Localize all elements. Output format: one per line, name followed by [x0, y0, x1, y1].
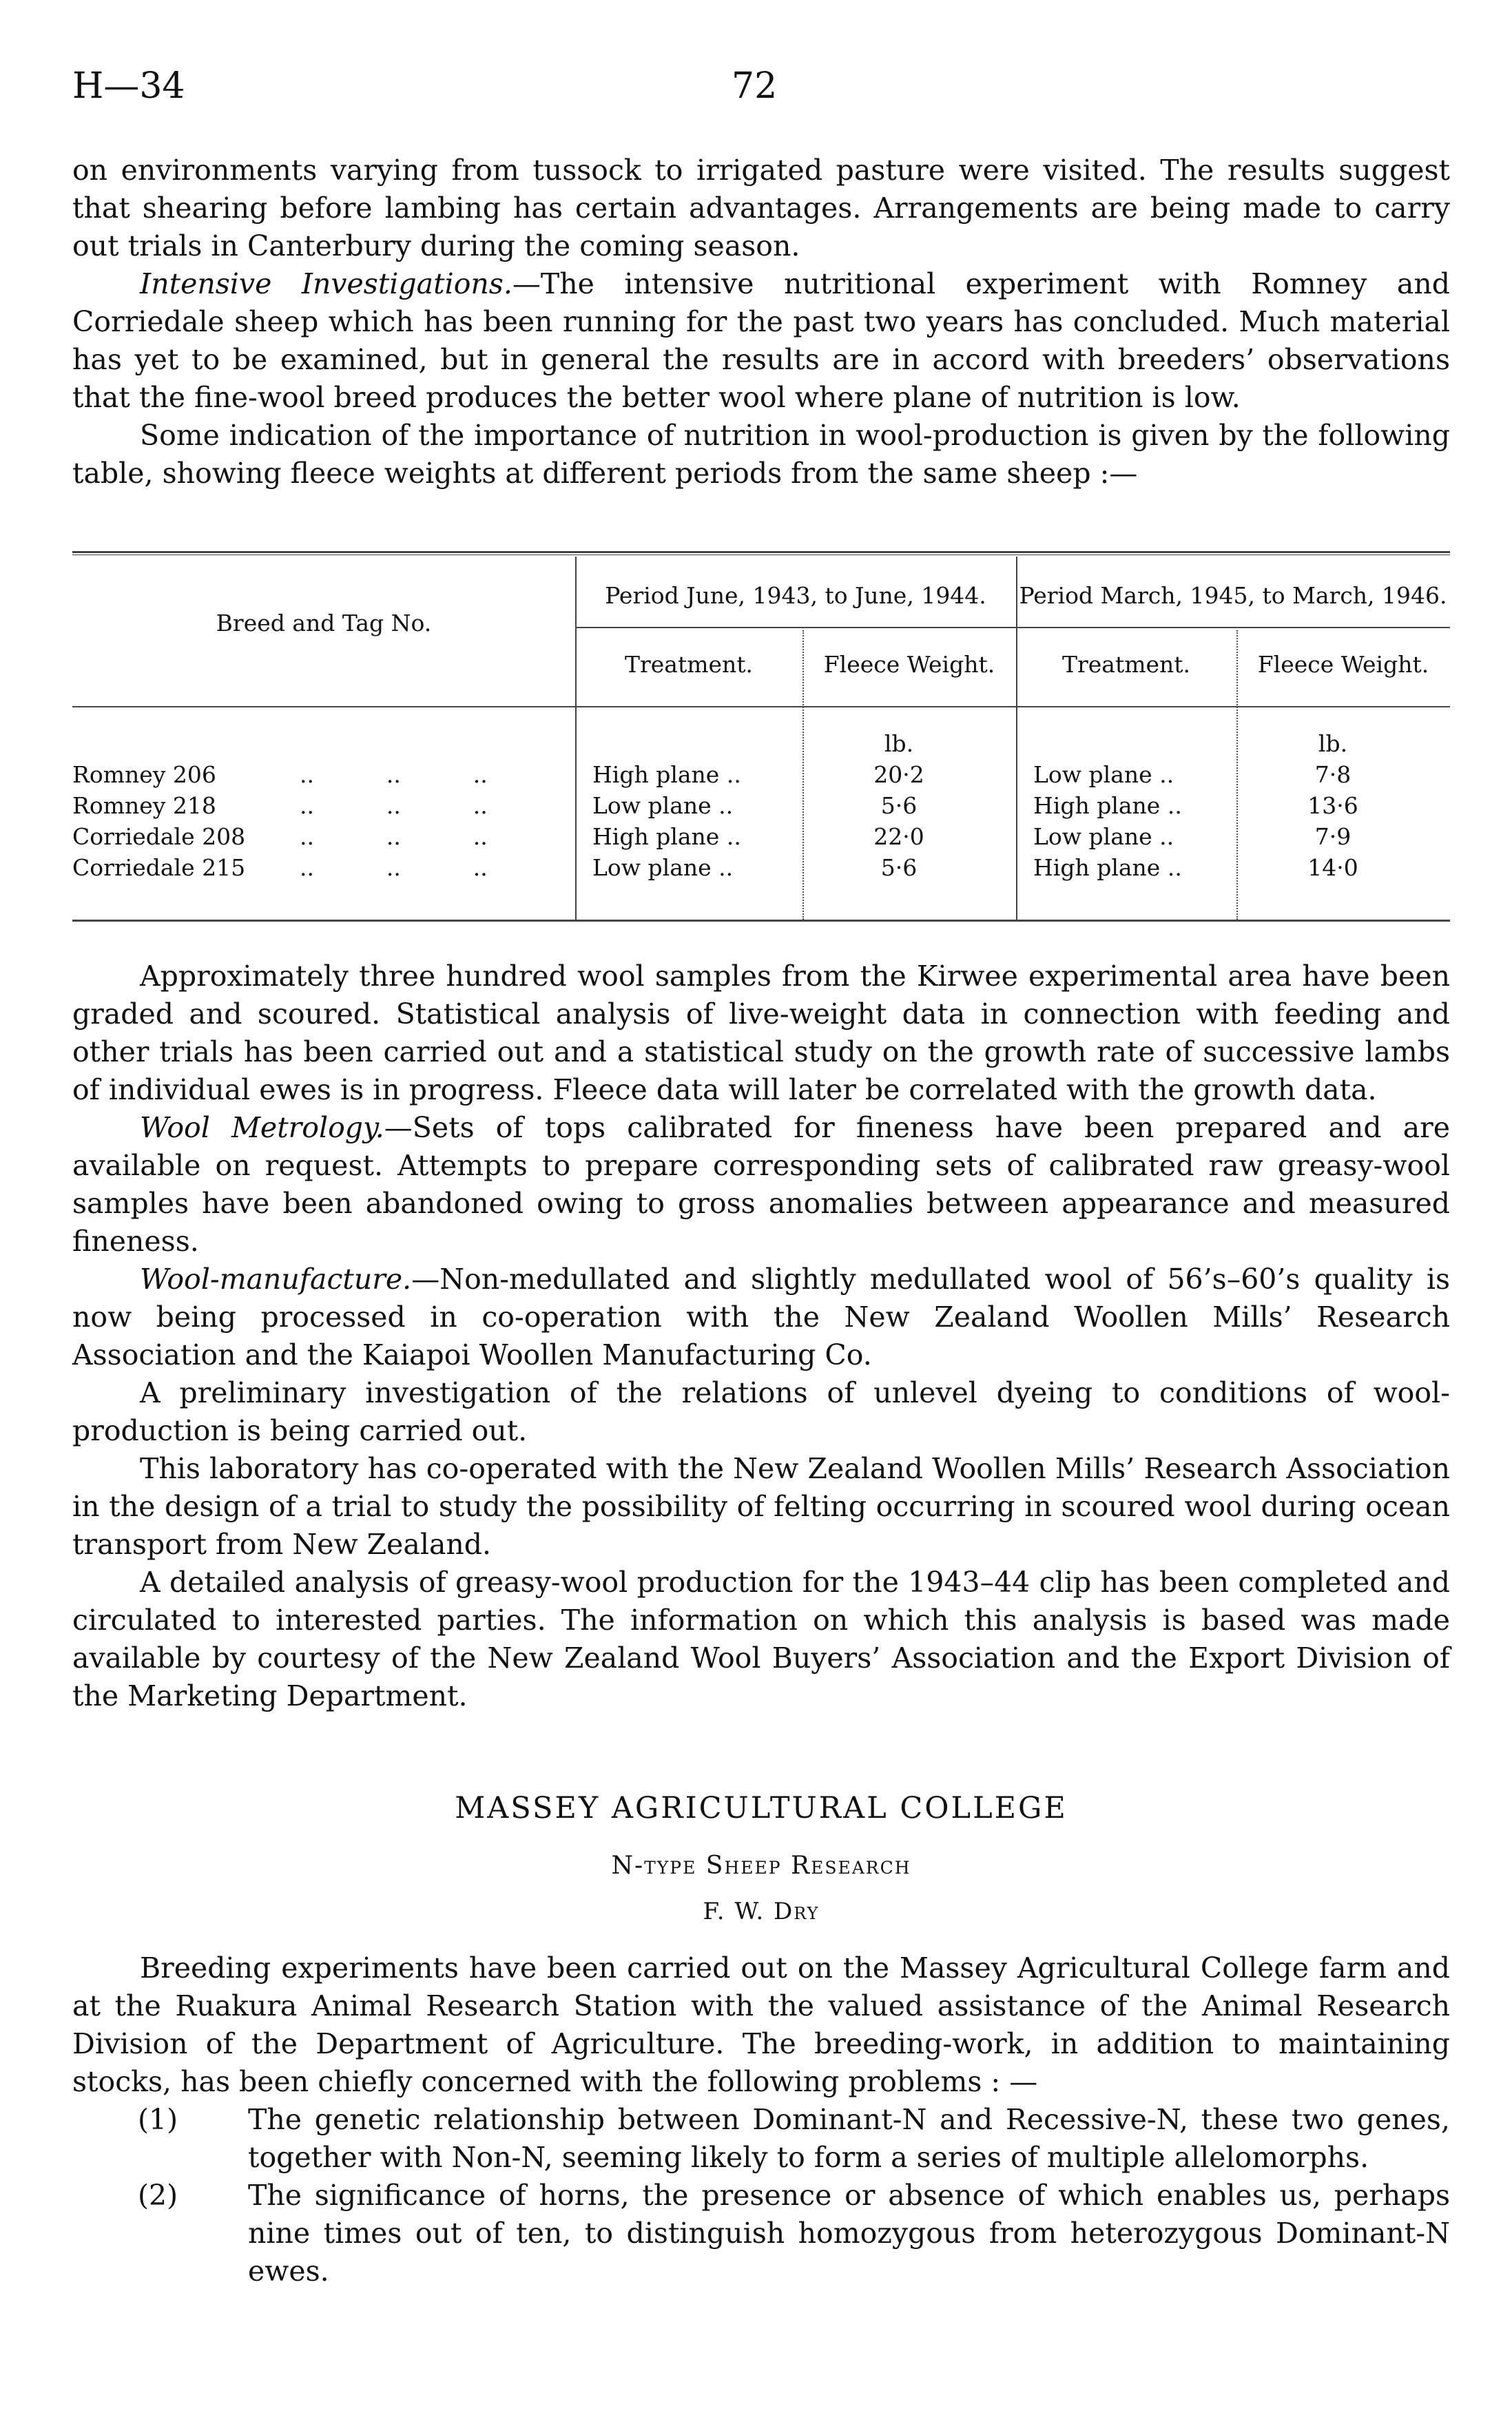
breeding-experiments-paragraph: Breeding experiments have been carried out on the Massey Agricultural College farm and at the Ruakura Animal Research Station with the valued assistance of the Animal Research Division of the Department of Agriculture. The breeding-work, in addition to maintaining stocks, has been chiefly concerned with the following problems : —	[72, 1951, 1450, 2098]
fleece-weight-cell-2: 13·6	[1307, 792, 1358, 819]
fleece-weight-cell-1: 20·2	[873, 761, 924, 788]
fleece-weight-table	[72, 551, 1450, 920]
unit-label-2: lb.	[1318, 730, 1348, 757]
period-2-header: Period March, 1945, to March, 1946.	[1019, 582, 1447, 609]
dyeing-paragraph: A preliminary investigation of the relations of unlevel dyeing to conditions of wool-production is being carried out.	[72, 1376, 1450, 1447]
list-item	[72, 2177, 1450, 2290]
intensive-investigations-text: —The intensive nutritional experiment with Romney and Corriedale sheep which has been running for the past two years has concluded. Much material has yet to be examined, but in general the results are in accord with breeders’ observations that the fine-wool breed produces the better wool where plane of nutrition is low.	[72, 267, 1450, 414]
leader-dots: .. .. ..	[300, 792, 488, 819]
treatment-cell-2: High plane ..	[1033, 792, 1182, 819]
wool-manufacture-text: —Non-medullated and slightly medullated wool of 56’s–60’s quality is now being processed in co-operation with the New Zealand Woollen Mills’ Research Association and the Kaiapoi Woollen Manufacturing Co.	[72, 1263, 1450, 1371]
table-divider-2	[1016, 557, 1017, 920]
list-item	[72, 2101, 1450, 2177]
problems-list	[72, 2101, 1450, 2290]
treatment-cell-1: Low plane ..	[592, 792, 734, 819]
period-subheader-rule	[575, 627, 1450, 628]
breed-cell: Corriedale 208	[72, 823, 246, 850]
wool-manufacture-paragraph	[72, 1261, 1450, 1374]
treatment-cell-1: High plane ..	[592, 823, 741, 850]
treatment-cell-2: Low plane ..	[1033, 761, 1174, 788]
fleece-weight-cell-1: 22·0	[873, 823, 924, 850]
fleece-weight-cell-2: 7·9	[1314, 823, 1352, 850]
breed-cell: Romney 218	[72, 792, 216, 819]
table-bottom-rule	[72, 920, 1450, 922]
greasy-wool-paragraph: A detailed analysis of greasy-wool production for the 1943–44 clip has been completed and circulated to interested parties. The information on which this analysis is based was made available by courtesy of the New Zealand Wool Buyers’ Association and the Export Division of the Marketing Department.	[72, 1566, 1450, 1712]
treatment-cell-2: High plane ..	[1033, 854, 1182, 881]
breed-cell: Romney 206	[72, 761, 216, 788]
treatment-header-1: Treatment.	[624, 651, 754, 678]
table-divider-1	[575, 557, 577, 920]
period-1-header: Period June, 1943, to June, 1944.	[605, 582, 986, 609]
wool-metrology-paragraph	[72, 1109, 1450, 1261]
fleece-weight-cell-1: 5·6	[880, 854, 918, 881]
felting-paragraph: This laboratory has co-operated with the New Zealand Woollen Mills’ Research Association in the design of a trial to study the possibility of felting occurring in scoured wool during ocean transport from New Zealand.	[72, 1452, 1450, 1561]
breed-cell: Corriedale 215	[72, 854, 246, 881]
leader-dots: .. .. ..	[300, 823, 488, 850]
leader-dots: .. .. ..	[300, 854, 488, 881]
wool-metrology-heading: Wool Metrology.	[140, 1111, 384, 1144]
intensive-investigations-paragraph	[72, 265, 1450, 417]
massey-section-title: MASSEY AGRICULTURAL COLLEGE	[455, 1791, 1068, 1825]
page-header-reference: H—34	[72, 65, 185, 107]
wool-manufacture-heading: Wool-manufacture.	[140, 1263, 412, 1296]
table-top-rule	[72, 551, 1450, 553]
fleece-weight-cell-2: 14·0	[1307, 854, 1358, 881]
wool-research-section	[72, 957, 1450, 1715]
treatment-header-2: Treatment.	[1061, 651, 1191, 678]
table-header-rule	[72, 706, 1450, 707]
treatment-cell-1: High plane ..	[592, 761, 741, 788]
wool-metrology-text: —Sets of tops calibrated for fineness have been prepared and are available on request. Attempts to prepare corresponding sets of calibrated raw greasy-wool samples have been abandoned owing to gross anomalies between appearance and measured fineness.	[72, 1111, 1450, 1258]
kirwee-paragraph: Approximately three hundred wool samples from the Kirwee experimental area have been graded and scoured. Statistical analysis of live-weight data in connection with feeding and other trials has been carried out and a statistical study on the growth rate of successive lambs of individual ewes is in progress. Fleece data will later be correlated with the growth data.	[72, 960, 1450, 1106]
treatment-cell-2: Low plane ..	[1033, 823, 1174, 850]
list-item-text: The significance of horns, the presence or absence of which enables us, perhaps nine times out of ten, to distinguish homozygous from heterozygous Dominant-N ewes.	[248, 2179, 1450, 2288]
page-number: 72	[732, 65, 778, 107]
fleece-weight-header-1: Fleece Weight.	[823, 651, 995, 678]
fleece-weight-header-2: Fleece Weight.	[1257, 651, 1429, 678]
list-item-text: The genetic relationship between Dominant-N and Recessive-N, these two genes, together with Non-N, seeming likely to form a series of multiple allelomorphs.	[248, 2103, 1450, 2174]
fleece-weight-cell-2: 7·8	[1314, 761, 1352, 788]
fleece-weight-cell-1: 5·6	[880, 792, 918, 819]
massey-section	[72, 1949, 1450, 2101]
intensive-investigations-heading: Intensive Investigations.	[140, 267, 512, 300]
breed-column-header: Breed and Tag No.	[216, 610, 432, 636]
unit-label-1: lb.	[884, 730, 914, 757]
table-intro-paragraph: Some indication of the importance of nutrition in wool-production is given by the following table, showing fleece weights at different periods from the same sheep :—	[72, 419, 1450, 490]
list-item-number: (2)	[138, 2179, 178, 2212]
intro-section	[72, 152, 1450, 493]
massey-author: F. W. Dry	[703, 1898, 820, 1925]
treatment-cell-1: Low plane ..	[592, 854, 734, 881]
list-item-number: (1)	[138, 2103, 178, 2136]
intro-paragraph-1: on environments varying from tussock to irrigated pasture were visited. The results suggest that shearing before lambing has certain advantages. Arrangements are being made to carry out trials in Canterbury during the coming season.	[72, 154, 1450, 262]
leader-dots: .. .. ..	[300, 761, 488, 788]
massey-subtitle: N-type Sheep Research	[611, 1852, 911, 1880]
